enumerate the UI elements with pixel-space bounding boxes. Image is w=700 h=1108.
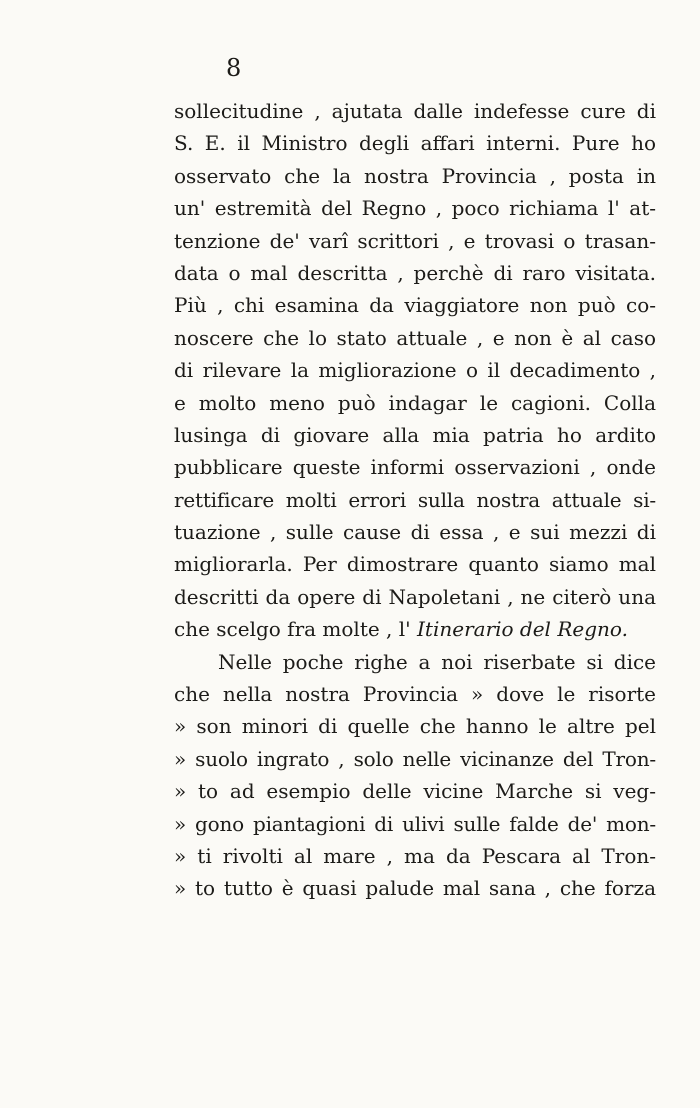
text-line: descritti da opere di Napoletani , ne citerò una — [174, 584, 656, 609]
text-line: data o mal descritta , perchè di raro visitata. — [174, 260, 656, 285]
text-line: noscere che lo stato attuale , e non è al caso — [174, 325, 656, 350]
text-line: rettificare molti errori sulla nostra attuale si- — [174, 487, 656, 512]
citation-line-prefix: che scelgo fra molte , l' — [174, 617, 418, 642]
paragraph-first-line: Nelle poche righe a noi riserbate si dice — [218, 649, 656, 674]
text-line: pubblicare queste informi osservazioni , onde — [174, 455, 656, 480]
page-number: 8 — [226, 54, 242, 82]
text-line: » ti rivolti al mare , ma da Pescara al Tron- — [174, 843, 656, 868]
body-text — [174, 95, 656, 905]
text-line: » to tutto è quasi palude mal sana , che forza — [174, 876, 656, 901]
text-line: » gono piantagioni di ulivi sulle falde de' mon- — [174, 811, 656, 836]
text-line: di rilevare la migliorazione o il decadimento , — [174, 358, 656, 383]
text-line: un' estremità del Regno , poco richiama l' at- — [174, 196, 656, 221]
text-line: Più , chi esamina da viaggiatore non può co- — [174, 293, 656, 318]
text-line: che nella nostra Provincia » dove le risorte — [174, 682, 656, 707]
text-line: » son minori di quelle che hanno le altre pel — [174, 714, 656, 739]
citation-line — [174, 613, 656, 645]
text-line: tenzione de' varî scrittori , e trovasi o trasan- — [174, 228, 656, 253]
text-line: migliorarla. Per dimostrare quanto siamo mal — [174, 552, 656, 577]
text-line: tuazione , sulle cause di essa , e sui mezzi di — [174, 520, 656, 545]
text-line: » suolo ingrato , solo nelle vicinanze del Tron- — [174, 746, 656, 771]
text-line: S. E. il Ministro degli affari interni. Pure ho — [174, 131, 656, 156]
text-line: lusinga di giovare alla mia patria ho ardito — [174, 422, 656, 447]
text-line: e molto meno può indagar le cagioni. Colla — [174, 390, 656, 415]
citation-title: Itinerario del Regno. — [417, 617, 628, 642]
text-line: sollecitudine , ajutata dalle indefesse cure di — [174, 99, 656, 123]
text-line: » to ad esempio delle vicine Marche si veg- — [174, 779, 656, 804]
text-line: osservato che la nostra Provincia , posta in — [174, 163, 656, 188]
